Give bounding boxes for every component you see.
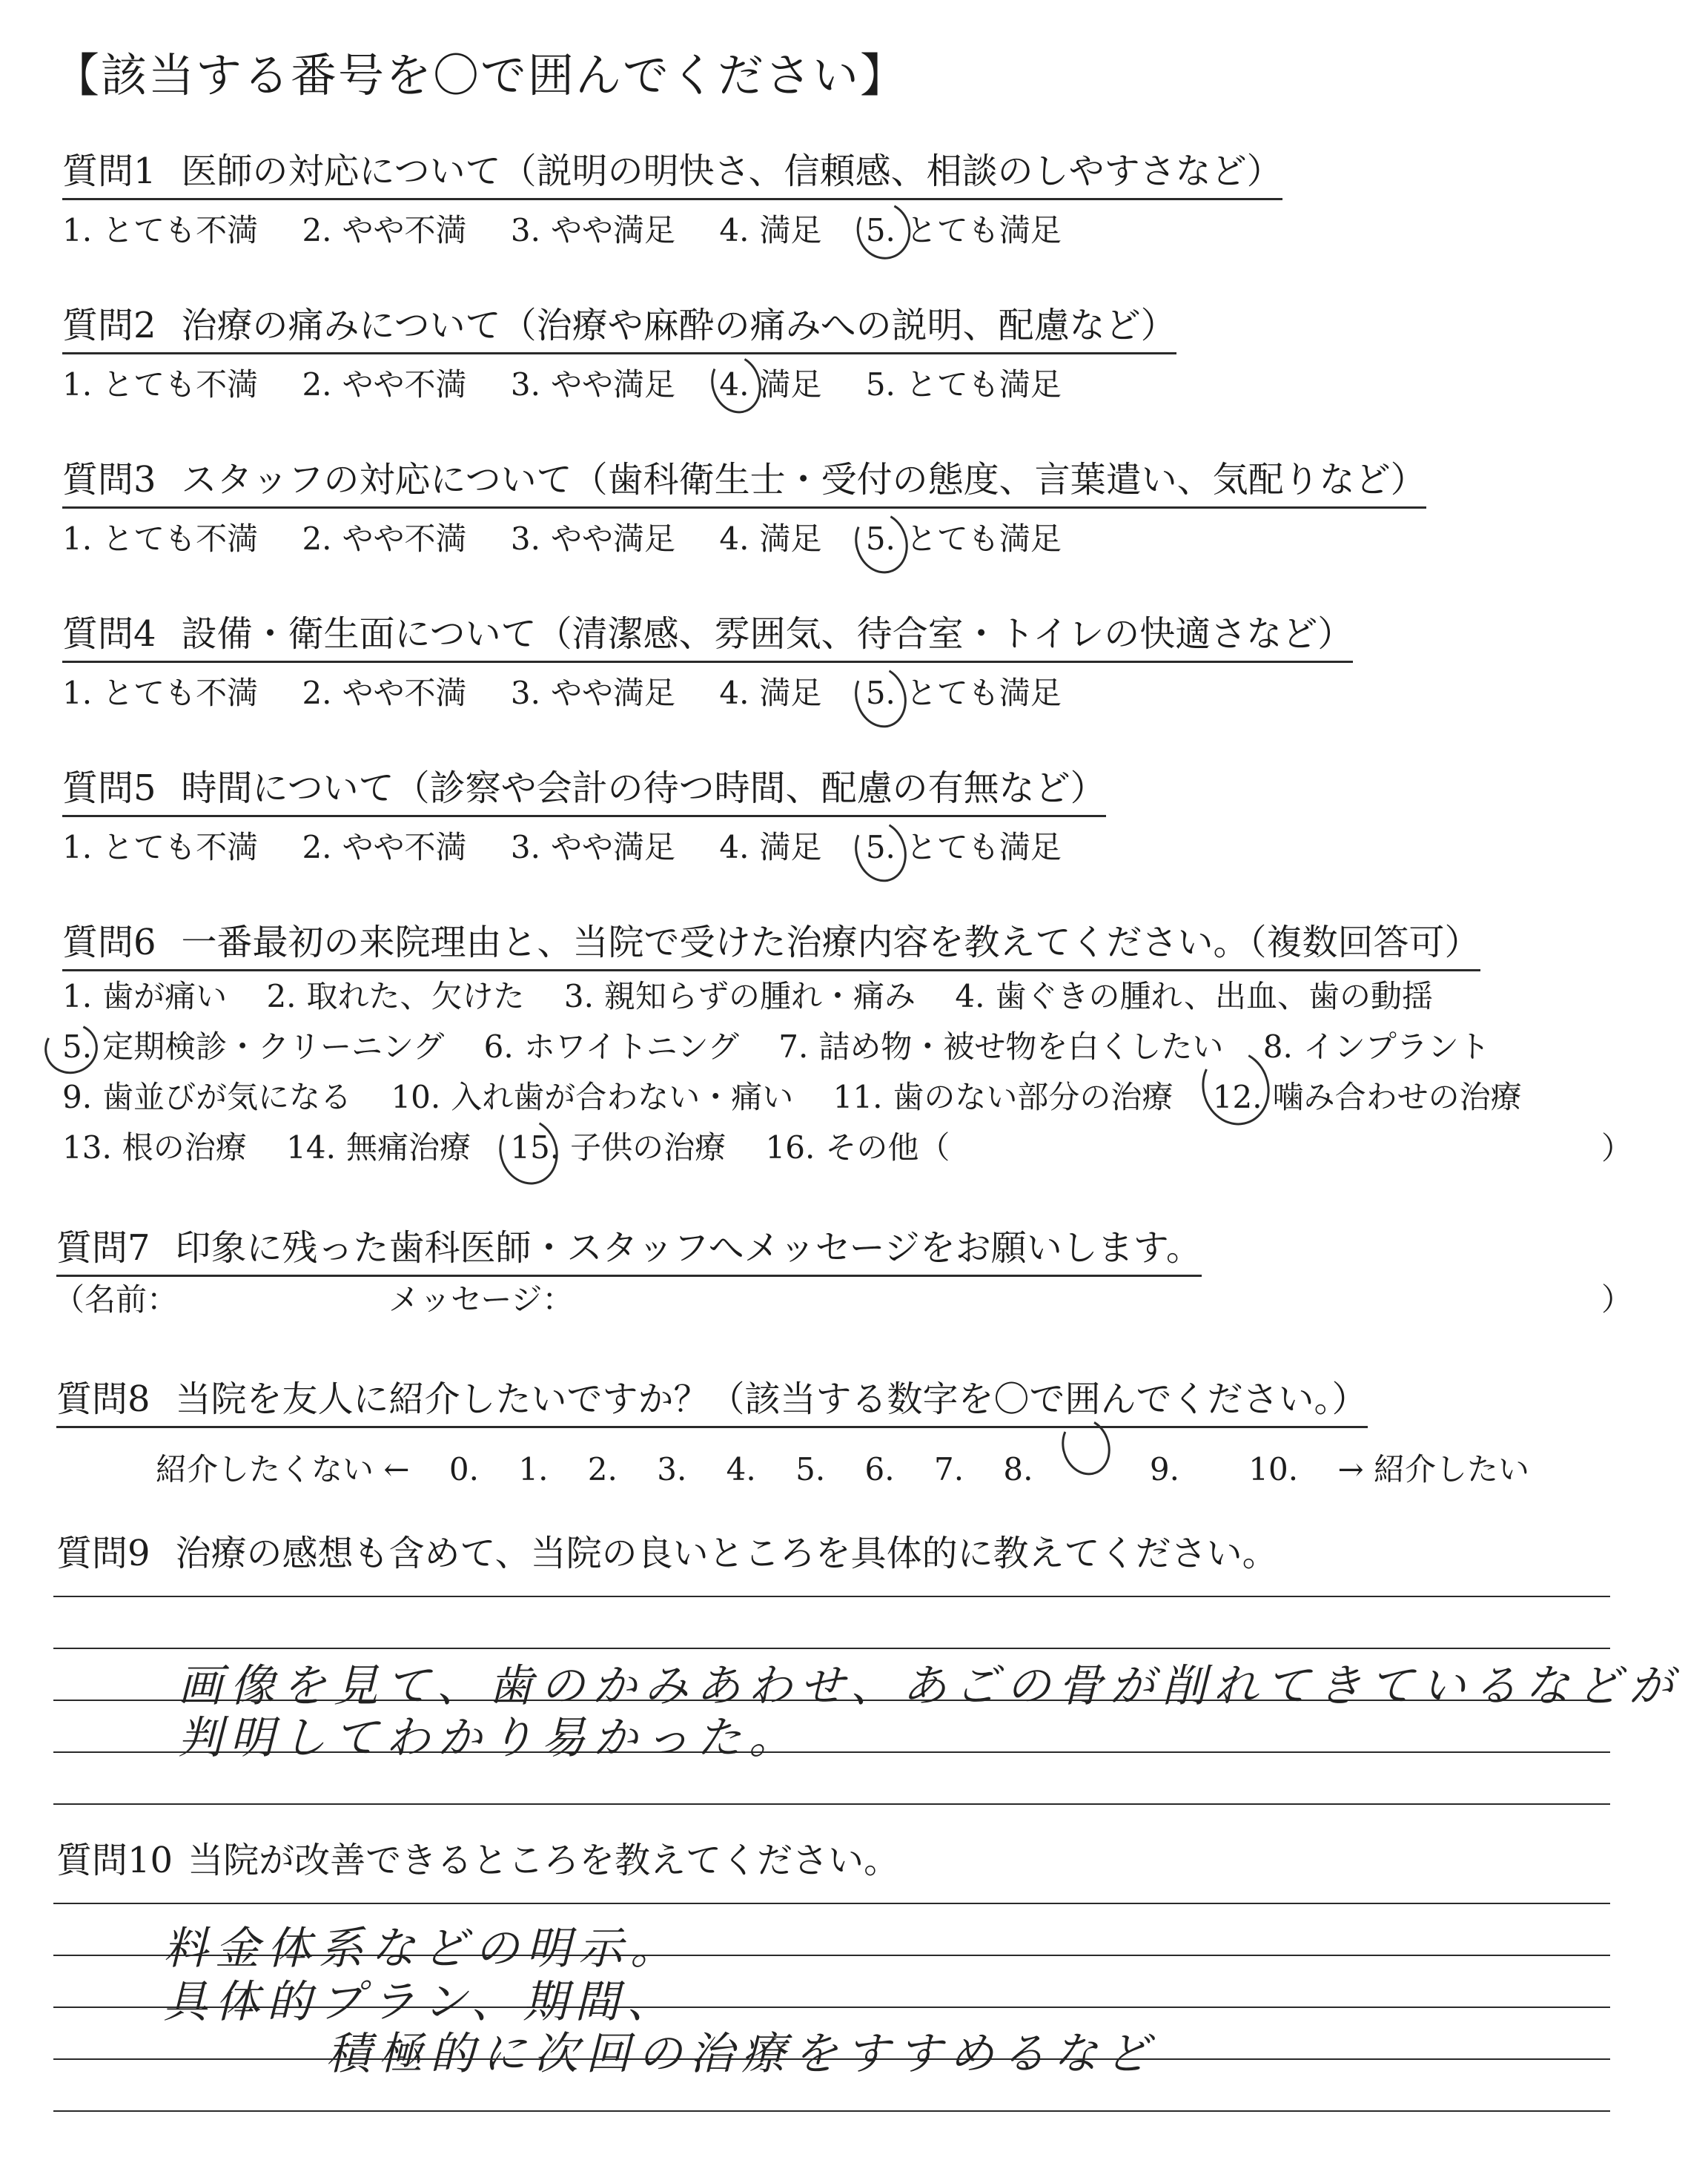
question-header <box>62 605 1353 663</box>
question-number: 質問2 <box>62 305 156 346</box>
option-4[interactable]: 4. 満足 <box>719 675 822 711</box>
option-5-selected[interactable]: 5. とても満足 <box>866 206 1062 251</box>
option-1[interactable]: 1. とても不満 <box>62 366 259 403</box>
option-2[interactable]: 2. やや不満 <box>302 212 467 248</box>
option-1[interactable]: 1. とても不満 <box>62 675 259 711</box>
options-row <box>62 823 1106 868</box>
question-2 <box>62 297 1176 405</box>
answer-line <box>53 1596 1610 1597</box>
option-3[interactable]: 3. やや満足 <box>510 675 675 711</box>
scale-8[interactable]: 8. <box>1003 1451 1033 1487</box>
question-10 <box>56 1832 899 1883</box>
option-3[interactable]: 3. 親知らずの腫れ・痛み <box>563 978 916 1014</box>
question-text: 治療の感想も含めて、当院の良いところを具体的に教えてください。 <box>175 1533 1278 1574</box>
option-5[interactable]: 5. とても満足 <box>865 366 1062 403</box>
question-header <box>56 1832 899 1883</box>
handwritten-answer-line: 画像を見て、歯のかみあわせ、あごの骨が削れてきているなどが <box>178 1660 1681 1712</box>
circle-mark <box>847 660 914 735</box>
question-number: 質問9 <box>56 1533 150 1574</box>
option-5-selected[interactable]: 5. とても満足 <box>866 515 1062 559</box>
question-text: 当院を友人に紹介したいですか？（該当する数字を〇で囲んでください。） <box>175 1378 1368 1420</box>
question-3 <box>62 451 1426 559</box>
options-row <box>62 971 1552 1022</box>
question-number: 質問4 <box>62 613 156 655</box>
question-header <box>62 142 1282 200</box>
question-number: 質問5 <box>62 767 156 809</box>
option-1[interactable]: 1. とても不満 <box>62 521 259 557</box>
question-text: 設備・衛生面について（清潔感、雰囲気、待合室・トイレの快適さなど） <box>181 613 1354 655</box>
scale-7[interactable]: 7. <box>933 1451 964 1487</box>
circle-mark <box>491 1111 566 1192</box>
scale-0[interactable]: 0. <box>448 1451 479 1487</box>
options-grid <box>62 971 1552 1173</box>
question-header <box>56 1370 1368 1428</box>
option-12-selected[interactable]: 12. 噛み合わせの治療 <box>1213 1072 1522 1123</box>
option-7[interactable]: 7. 詰め物・被せ物を白くしたい <box>778 1028 1224 1065</box>
scale-right-label: → 紹介したい <box>1337 1451 1529 1487</box>
page-title: 【該当する番号を〇で囲んでください】 <box>53 48 908 102</box>
options-row <box>62 1022 1552 1072</box>
question-header <box>62 914 1480 971</box>
options-row <box>62 360 1176 405</box>
circle-mark <box>847 505 916 581</box>
option-10[interactable]: 10. 入れ歯が合わない・痛い <box>391 1079 794 1115</box>
options-row <box>62 1123 1552 1173</box>
option-2[interactable]: 2. 取れた、欠けた <box>266 978 525 1014</box>
options-row <box>62 669 1353 713</box>
scale-9-selected[interactable]: 9. <box>1073 1422 1209 1487</box>
option-4[interactable]: 4. 満足 <box>719 521 822 557</box>
option-13[interactable]: 13. 根の治療 <box>62 1129 247 1166</box>
scale-6[interactable]: 6. <box>864 1451 895 1487</box>
question-text: 印象に残った歯科医師・スタッフへメッセージをお願いします。 <box>175 1227 1202 1269</box>
circle-mark <box>38 1017 104 1081</box>
name-label: （名前： <box>53 1281 179 1318</box>
option-14[interactable]: 14. 無痛治療 <box>286 1129 471 1166</box>
option-6[interactable]: 6. ホワイトニング <box>483 1028 739 1065</box>
question-text: 時間について（診察や会計の待つ時間、配慮の有無など） <box>181 767 1106 809</box>
question-5 <box>62 759 1106 868</box>
answer-line <box>53 1803 1610 1805</box>
question-number: 質問8 <box>56 1378 150 1420</box>
scale-4[interactable]: 4. <box>726 1451 756 1487</box>
option-11[interactable]: 11. 歯のない部分の治療 <box>833 1079 1174 1115</box>
option-2[interactable]: 2. やや不満 <box>302 521 467 557</box>
answer-line <box>53 1648 1610 1649</box>
circle-mark <box>1054 1412 1117 1482</box>
option-5-selected[interactable]: 5. とても満足 <box>866 669 1062 713</box>
handwritten-answer-line: 具体的プラン、期間、 <box>163 1976 679 2028</box>
recommend-scale <box>156 1422 1559 1490</box>
option-3[interactable]: 3. やや満足 <box>510 366 675 403</box>
question-number: 質問6 <box>62 922 156 963</box>
options-row <box>62 206 1282 251</box>
scale-2[interactable]: 2. <box>587 1451 618 1487</box>
question-7 <box>56 1219 1202 1277</box>
question-text: 治療の痛みについて（治療や麻酔の痛みへの説明、配慮など） <box>181 305 1176 346</box>
question-number: 質問7 <box>56 1227 150 1269</box>
question-6 <box>62 914 1552 1173</box>
option-3[interactable]: 3. やや満足 <box>510 521 675 557</box>
scale-10[interactable]: 10. <box>1248 1451 1299 1487</box>
handwritten-answer-line: 積極的に次回の治療をすすめるなど <box>326 2028 1157 2080</box>
answer-line <box>53 1903 1610 1904</box>
question-number: 質問1 <box>62 151 156 192</box>
handwritten-answer-line: 料金体系などの明示。 <box>163 1923 682 1975</box>
scale-5[interactable]: 5. <box>795 1451 826 1487</box>
option-4[interactable]: 4. 満足 <box>719 212 822 248</box>
option-9[interactable]: 9. 歯並びが気になる <box>62 1079 352 1115</box>
options-row <box>62 1072 1552 1123</box>
option-2[interactable]: 2. やや不満 <box>302 675 467 711</box>
question-text: スタッフの対応について（歯科衛生士・受付の態度、言葉遣い、気配りなど） <box>181 459 1426 501</box>
option-1[interactable]: 1. 歯が痛い <box>62 978 228 1014</box>
name-field[interactable] <box>222 1272 371 1314</box>
question-1 <box>62 142 1282 251</box>
option-3[interactable]: 3. やや満足 <box>510 829 675 865</box>
message-field[interactable] <box>578 1272 1586 1314</box>
question-text: 医師の対応について（説明の明快さ、信頼感、相談のしやすさなど） <box>181 151 1282 192</box>
question-header <box>62 297 1176 354</box>
option-16[interactable]: 16. その他（ <box>765 1129 950 1166</box>
question-header <box>62 759 1106 817</box>
circle-mark <box>847 814 914 889</box>
option-3[interactable]: 3. やや満足 <box>510 212 675 248</box>
option-1[interactable]: 1. とても不満 <box>62 212 259 248</box>
question-header <box>56 1219 1202 1277</box>
circle-mark <box>850 195 918 266</box>
scale-3[interactable]: 3. <box>657 1451 687 1487</box>
answer-line <box>53 2110 1610 2112</box>
option-2[interactable]: 2. やや不満 <box>302 366 467 403</box>
option-4-selected[interactable]: 4. 満足 <box>719 360 821 405</box>
question-4 <box>62 605 1353 713</box>
option-1[interactable]: 1. とても不満 <box>62 829 259 865</box>
question-8 <box>56 1370 1368 1428</box>
options-row <box>62 515 1426 559</box>
option-4[interactable]: 4. 歯ぐきの腫れ、出血、歯の動揺 <box>955 978 1433 1014</box>
handwritten-answer-line: 判明してわかり易かった。 <box>178 1712 801 1764</box>
question-number: 質問10 <box>56 1840 173 1881</box>
scale-left-label: 紹介したくない ← <box>156 1451 410 1487</box>
question-header <box>62 451 1426 509</box>
question-9 <box>56 1525 1278 1576</box>
question-text: 一番最初の来院理由と、当院で受けた治療内容を教えてください。（複数回答可） <box>181 922 1480 963</box>
option-8[interactable]: 8. インプラント <box>1262 1028 1490 1065</box>
close-paren: ） <box>1601 1281 1633 1318</box>
question-number: 質問3 <box>62 459 156 501</box>
option-5-selected[interactable]: 5. 定期検診・クリーニング <box>62 1022 444 1072</box>
close-paren: ） <box>1601 1130 1633 1166</box>
option-2[interactable]: 2. やや不満 <box>302 829 467 865</box>
option-15-selected[interactable]: 15. 子供の治療 <box>510 1123 726 1173</box>
circle-mark <box>704 349 769 420</box>
option-5-selected[interactable]: 5. とても満足 <box>866 823 1062 868</box>
question-header <box>56 1525 1278 1576</box>
scale-1[interactable]: 1. <box>518 1451 549 1487</box>
question-text: 当院が改善できるところを教えてください。 <box>188 1840 900 1881</box>
message-label: メッセージ： <box>388 1281 574 1318</box>
option-4[interactable]: 4. 満足 <box>719 829 822 865</box>
